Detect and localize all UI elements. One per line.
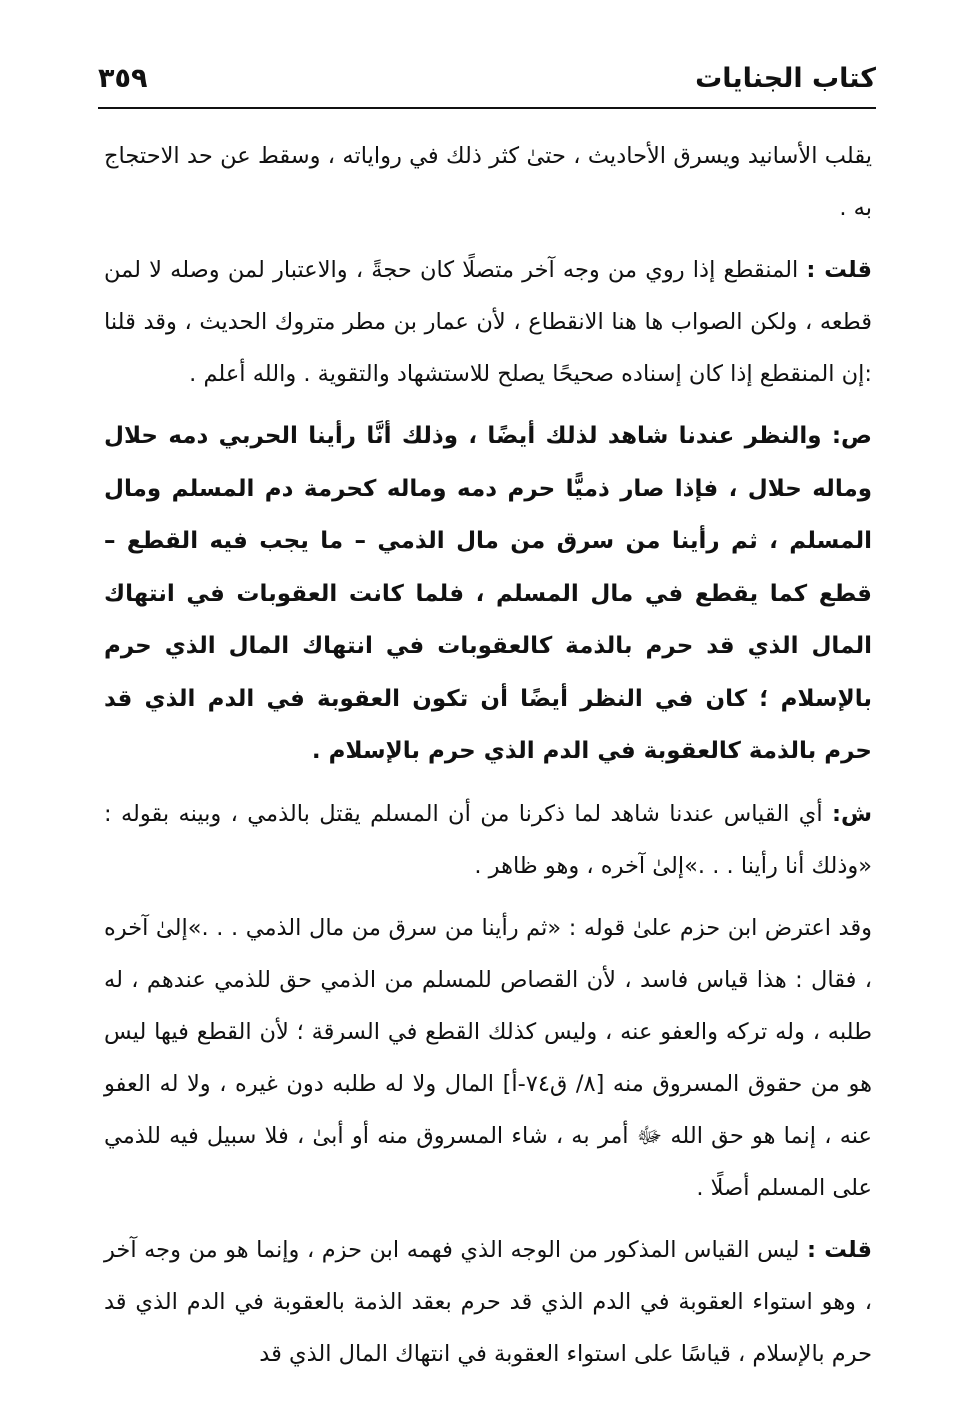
paragraph-text: يقلب الأسانيد ويسرق الأحاديث ، حتىٰ كثر ذلك في رواياته ، وسقط عن حد الاحتجاج به .: [104, 143, 872, 221]
paragraph-text: والنظر عندنا شاهد لذلك أيضًا ، وذلك أنَّا رأينا الحربي دمه حلال وماله حلال ، فإذا صار ذميًّا حرم دمه وماله كحرمة دم المسلم ومال المسلم ، ثم رأينا من سرق من مال الذمي – ما يجب فيه القطع – قطع كما يقطع في مال المسلم ، فلما كانت العقوبات في انتهاك المال الذي قد حرم بالذمة كالعقوبات في انتهاك المال الذي حرم بالإسلام ؛ كان في النظر أيضًا أن تكون العقوبة في الدم الذي قد حرم بالذمة كالعقوبة في الدم الذي حرم بالإسلام .: [104, 423, 872, 764]
book-title: كتاب الجنايات: [695, 62, 876, 94]
paragraph: [104, 788, 872, 892]
page-body: [104, 130, 872, 1390]
paragraph-label: ص:: [831, 423, 872, 449]
paragraph: [104, 130, 872, 234]
paragraph-text: أي القياس عندنا شاهد لما ذكرنا من أن المسلم يقتل بالذمي ، وبينه بقوله : «وذلك أنا رأينا . . .»إلىٰ آخره ، وهو ظاهر .: [104, 800, 872, 879]
paragraph-text: ليس القياس المذكور من الوجه الذي فهمه ابن حزم ، وإنما هو من وجه آخر ، وهو استواء العقوبة في الدم الذي قد حرم بعقد الذمة بالعقوبة في الدم الذي قد حرم بالإسلام ، قياسًا على استواء العقوبة في انتهاك المال الذي قد: [104, 1236, 872, 1367]
paragraph: [104, 244, 872, 400]
header-divider: [98, 107, 876, 109]
paragraph-label: ش:: [831, 800, 872, 827]
paragraph: [104, 1224, 872, 1380]
page-number: ٣٥٩: [98, 62, 148, 94]
running-header: [98, 50, 876, 106]
paragraph: [104, 902, 872, 1214]
paragraph-label: قلت :: [807, 1236, 872, 1263]
paragraph-text: وقد اعترض ابن حزم علىٰ قوله : «ثم رأينا من سرق من مال الذمي . . .»إلىٰ آخره ، فقال : هذا قياس فاسد ، لأن القصاص للمسلم من الذمي حق للذمي عندهم ، له طلبه ، وله تركه والعفو عنه ، وليس كذلك القطع في السرقة ؛ لأن القطع فيها ليس هو من حقوق المسروق منه [٨/ ق٧٤-أ] المال ولا له طلبه دون غيره ، ولا له العفو عنه ، إنما هو حق الله ﷻ أمر به ، شاء المسروق منه أو أبىٰ ، فلا سبيل فيه للذمي على المسلم أصلًا .: [104, 914, 872, 1201]
paragraph-text: المنقطع إذا روي من وجه آخر متصلًا كان حجةً ، والاعتبار لمن وصله لا لمن قطعه ، ولكن الصواب ها هنا الانقطاع ، لأن عمار بن مطر متروك الحديث ، وقد قلنا :إن المنقطع إذا كان إسناده صحيحًا يصلح للاستشهاد والتقوية . والله أعلم .: [104, 257, 872, 387]
paragraph-matn: [104, 410, 872, 778]
paragraph-label: قلت :: [806, 257, 872, 283]
